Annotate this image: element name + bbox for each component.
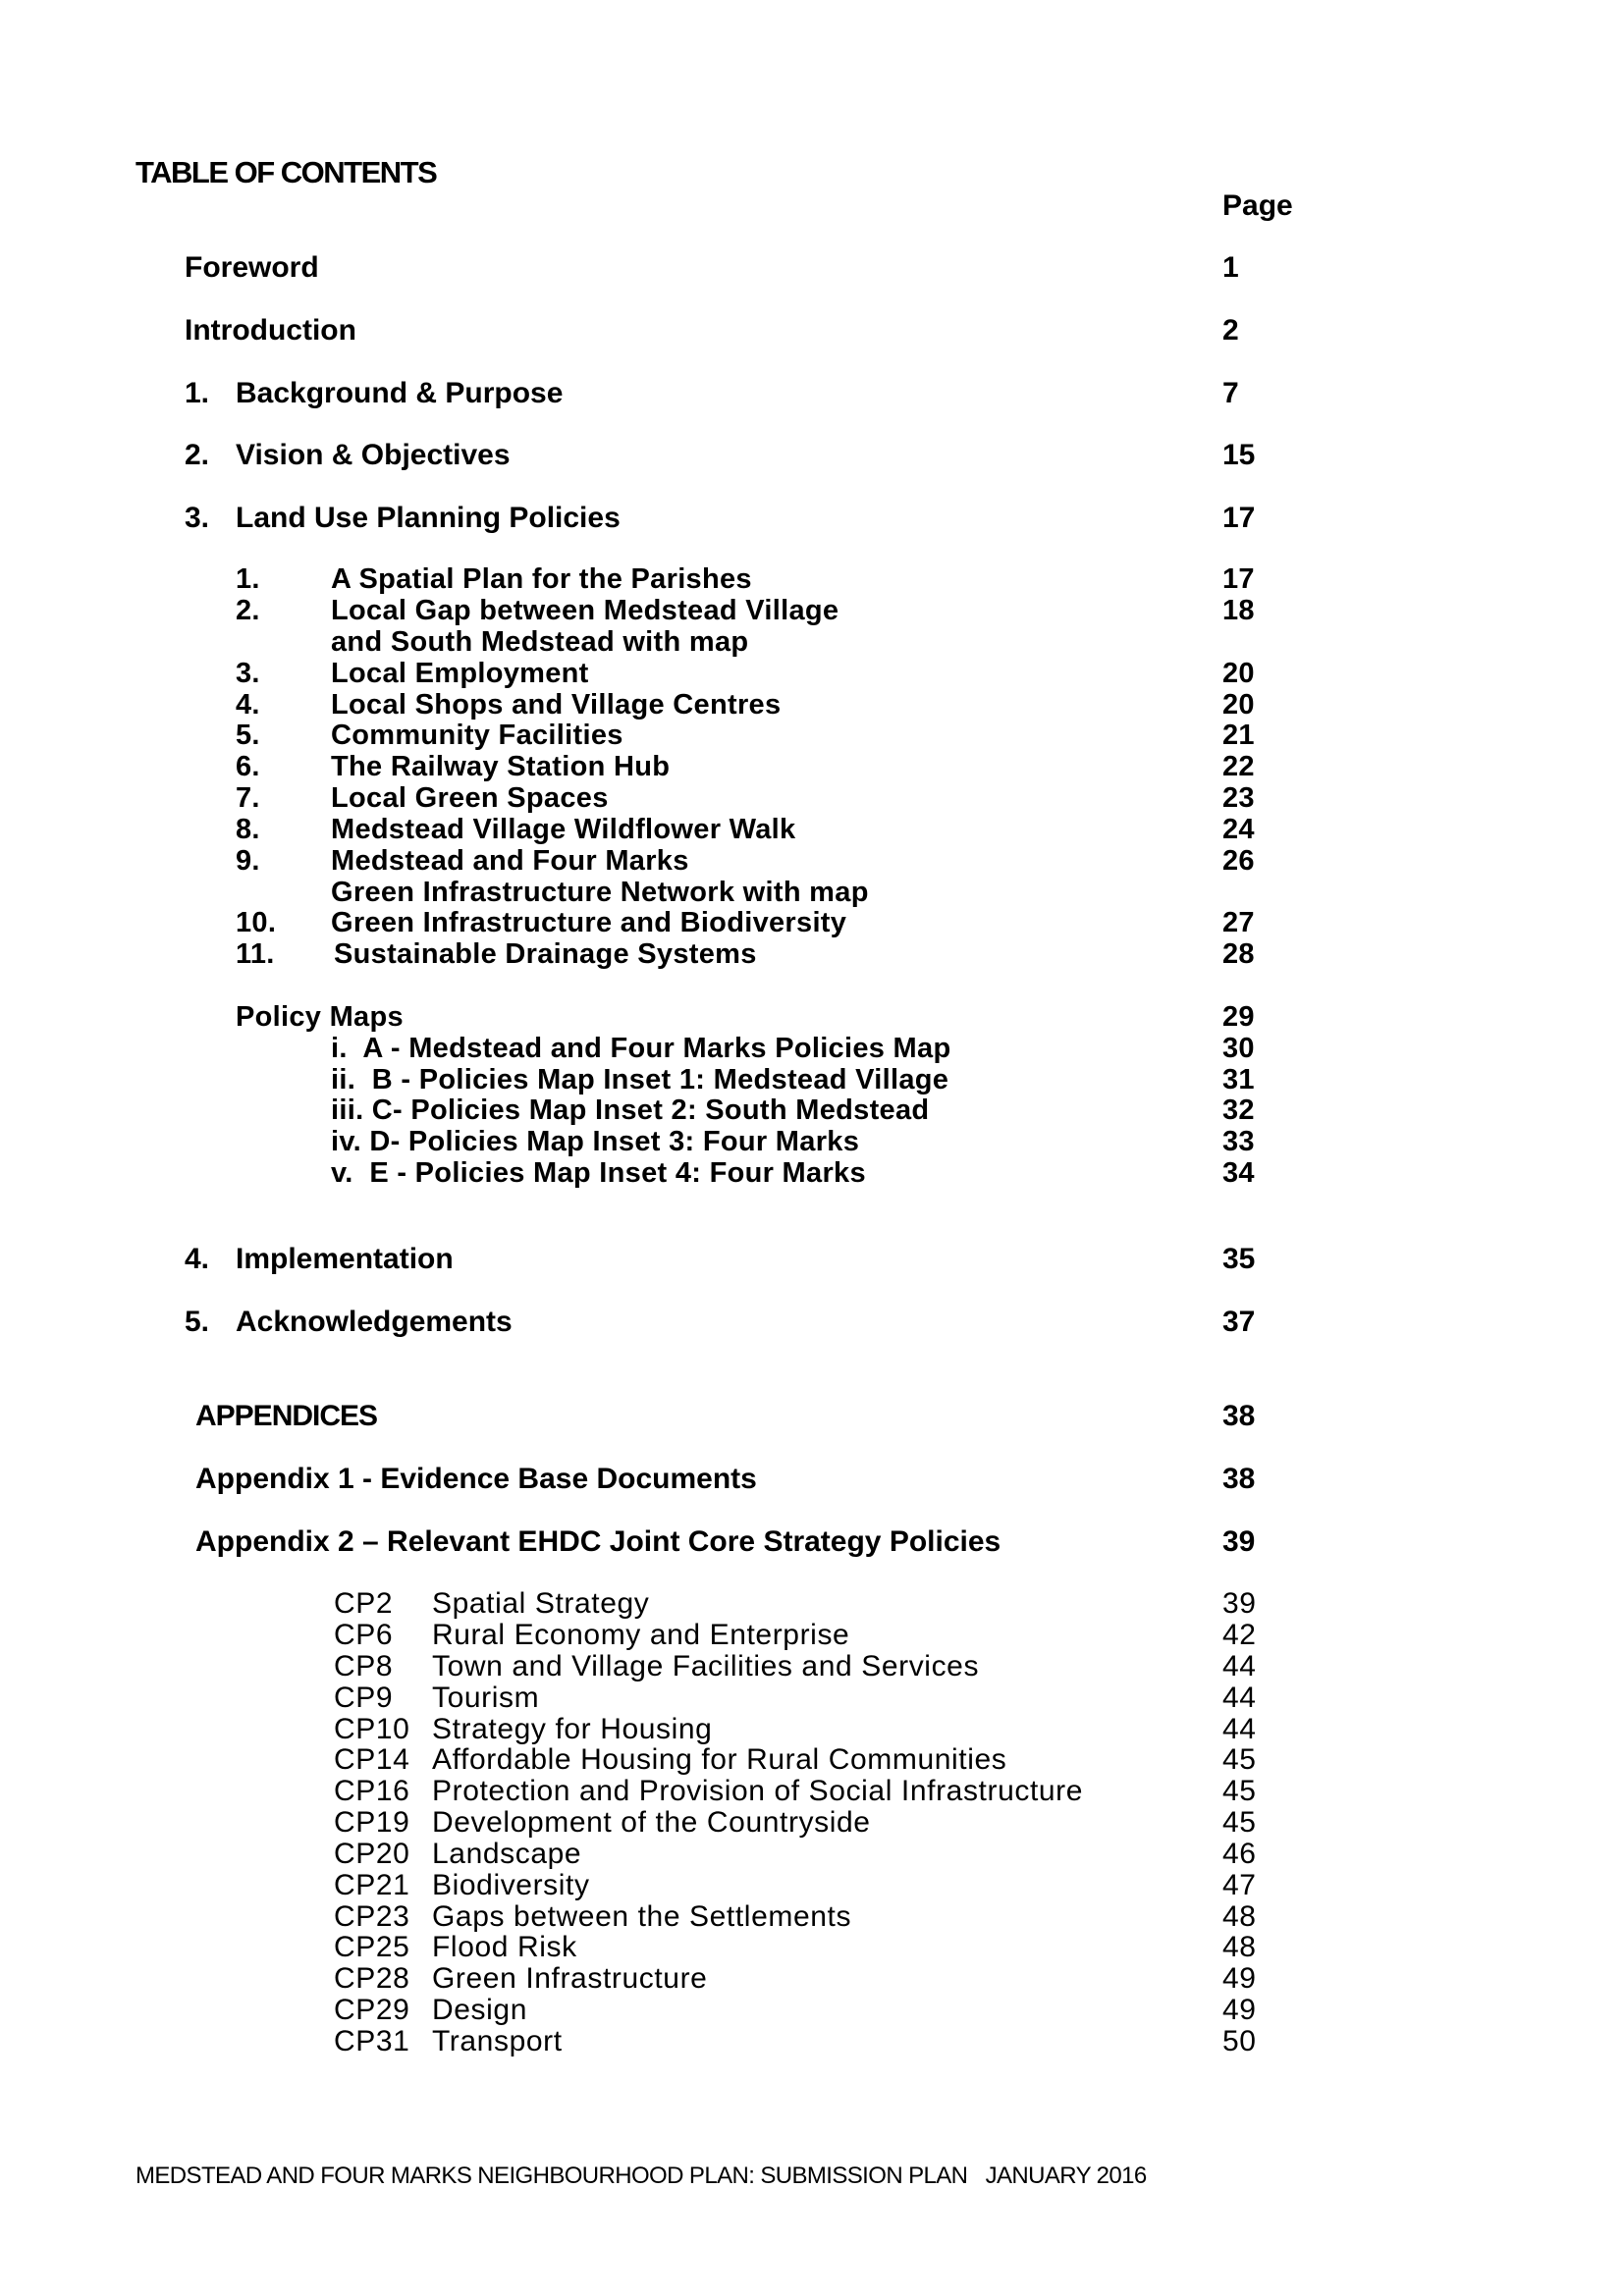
toc-num: 4. (185, 1243, 210, 1275)
policy-maps-heading: Policy Maps (236, 1001, 404, 1033)
policy-label: Community Facilities (331, 720, 623, 751)
policy-label: Local Employment (331, 658, 589, 689)
toc-num: 3. (185, 502, 210, 534)
cp-page: 44 (1222, 1713, 1257, 1745)
policy-num: 9. (236, 845, 260, 877)
policy-label-continued: Green Infrastructure Network with map (331, 877, 869, 908)
cp-code: CP23 (334, 1900, 410, 1933)
page-title: TABLE OF CONTENTS (135, 155, 437, 189)
policy-map-label: iv. D- Policies Map Inset 3: Four Marks (331, 1126, 860, 1157)
cp-label: Gaps between the Settlements (432, 1900, 852, 1933)
policy-page: 24 (1222, 814, 1255, 845)
cp-page: 48 (1222, 1900, 1257, 1933)
cp-label: Design (432, 1994, 527, 2026)
policy-page: 28 (1222, 938, 1255, 970)
toc-label-vision: Vision & Objectives (236, 439, 511, 471)
cp-page: 45 (1222, 1775, 1257, 1807)
policy-num: 7. (236, 782, 260, 814)
policy-num: 3. (236, 658, 260, 689)
policy-page: 22 (1222, 751, 1255, 782)
policy-label: Medstead and Four Marks (331, 845, 689, 877)
policy-num: 5. (236, 720, 260, 751)
policy-page: 21 (1222, 720, 1255, 751)
appendices-page: 38 (1222, 1400, 1256, 1432)
toc-num: 1. (185, 377, 210, 409)
appendix-2-label: Appendix 2 – Relevant EHDC Joint Core Strategy Policies (195, 1525, 1001, 1558)
page-column-header: Page (1222, 189, 1293, 222)
cp-code: CP10 (334, 1713, 410, 1745)
toc-page-background: 7 (1222, 377, 1239, 409)
policy-page: 27 (1222, 907, 1255, 938)
policy-num: 1. (236, 563, 260, 595)
policy-num: 8. (236, 814, 260, 845)
cp-label: Spatial Strategy (432, 1587, 650, 1620)
cp-code: CP14 (334, 1743, 410, 1776)
policy-page: 26 (1222, 845, 1255, 877)
toc-page-land-use: 17 (1222, 502, 1256, 534)
policy-map-page: 34 (1222, 1157, 1255, 1189)
cp-label: Town and Village Facilities and Services (432, 1650, 980, 1682)
policy-num: 11. (236, 938, 275, 970)
page-footer: MEDSTEAD AND FOUR MARKS NEIGHBOURHOOD PLAN: SUBMISSION PLAN JANUARY 2016 (135, 2163, 1147, 2189)
cp-page: 49 (1222, 1994, 1257, 2026)
cp-label: Strategy for Housing (432, 1713, 713, 1745)
policy-maps-page: 29 (1222, 1001, 1255, 1033)
cp-code: CP28 (334, 1962, 410, 1995)
toc-page-acknowledgements: 37 (1222, 1306, 1256, 1338)
appendix-1-page: 38 (1222, 1463, 1256, 1495)
cp-code: CP2 (334, 1587, 394, 1620)
policy-map-page: 32 (1222, 1095, 1255, 1126)
policy-map-label: v. E - Policies Map Inset 4: Four Marks (331, 1157, 866, 1189)
toc-label-introduction: Introduction (185, 314, 356, 347)
cp-label: Flood Risk (432, 1931, 577, 1963)
cp-label: Tourism (432, 1682, 540, 1714)
toc-label-background: Background & Purpose (236, 377, 564, 409)
toc-page-foreword: 1 (1222, 251, 1239, 284)
policy-map-page: 30 (1222, 1033, 1255, 1064)
cp-page: 49 (1222, 1962, 1257, 1995)
cp-page: 47 (1222, 1869, 1257, 1901)
cp-page: 46 (1222, 1838, 1257, 1870)
policy-label: Medstead Village Wildflower Walk (331, 814, 796, 845)
policy-num: 2. (236, 595, 260, 626)
policy-label: Local Green Spaces (331, 782, 609, 814)
cp-label: Transport (432, 2025, 563, 2057)
cp-code: CP6 (334, 1619, 394, 1651)
appendix-1-label: Appendix 1 - Evidence Base Documents (195, 1463, 757, 1495)
toc-num: 2. (185, 439, 210, 471)
appendices-heading: APPENDICES (195, 1400, 378, 1432)
cp-page: 45 (1222, 1743, 1257, 1776)
cp-code: CP16 (334, 1775, 410, 1807)
cp-code: CP8 (334, 1650, 394, 1682)
cp-code: CP31 (334, 2025, 410, 2057)
policy-label: Green Infrastructure and Biodiversity (331, 907, 847, 938)
cp-code: CP29 (334, 1994, 410, 2026)
policy-num: 4. (236, 689, 260, 721)
toc-label-foreword: Foreword (185, 251, 319, 284)
cp-code: CP21 (334, 1869, 410, 1901)
cp-label: Protection and Provision of Social Infrastructure (432, 1775, 1084, 1807)
toc-page-vision: 15 (1222, 439, 1256, 471)
cp-page: 48 (1222, 1931, 1257, 1963)
policy-num: 10. (236, 907, 277, 938)
policy-label: A Spatial Plan for the Parishes (331, 563, 752, 595)
policy-map-page: 31 (1222, 1064, 1255, 1095)
toc-label-acknowledgements: Acknowledgements (236, 1306, 513, 1338)
cp-code: CP20 (334, 1838, 410, 1870)
cp-page: 44 (1222, 1650, 1257, 1682)
toc-label-land-use: Land Use Planning Policies (236, 502, 621, 534)
policy-map-label: i. A - Medstead and Four Marks Policies Map (331, 1033, 951, 1064)
cp-label: Affordable Housing for Rural Communities (432, 1743, 1007, 1776)
policy-page: 20 (1222, 658, 1255, 689)
policy-map-label: iii. C- Policies Map Inset 2: South Medstead (331, 1095, 930, 1126)
cp-label: Green Infrastructure (432, 1962, 708, 1995)
cp-page: 50 (1222, 2025, 1257, 2057)
appendix-2-page: 39 (1222, 1525, 1256, 1558)
policy-map-page: 33 (1222, 1126, 1255, 1157)
cp-code: CP25 (334, 1931, 410, 1963)
cp-label: Rural Economy and Enterprise (432, 1619, 850, 1651)
policy-page: 23 (1222, 782, 1255, 814)
policy-label: The Railway Station Hub (331, 751, 671, 782)
policy-page: 18 (1222, 595, 1255, 626)
cp-page: 42 (1222, 1619, 1257, 1651)
cp-code: CP9 (334, 1682, 394, 1714)
toc-page-implementation: 35 (1222, 1243, 1256, 1275)
policy-num: 6. (236, 751, 260, 782)
cp-label: Landscape (432, 1838, 582, 1870)
cp-page: 39 (1222, 1587, 1257, 1620)
policy-label: Local Shops and Village Centres (331, 689, 782, 721)
policy-page: 20 (1222, 689, 1255, 721)
toc-page-introduction: 2 (1222, 314, 1239, 347)
policy-label: Sustainable Drainage Systems (334, 938, 757, 970)
policy-map-label: ii. B - Policies Map Inset 1: Medstead Village (331, 1064, 949, 1095)
cp-label: Development of the Countryside (432, 1806, 871, 1839)
toc-num: 5. (185, 1306, 210, 1338)
policy-label-continued: and South Medstead with map (331, 626, 749, 658)
policy-label: Local Gap between Medstead Village (331, 595, 839, 626)
cp-page: 44 (1222, 1682, 1257, 1714)
cp-label: Biodiversity (432, 1869, 590, 1901)
cp-page: 45 (1222, 1806, 1257, 1839)
policy-page: 17 (1222, 563, 1255, 595)
toc-label-implementation: Implementation (236, 1243, 454, 1275)
cp-code: CP19 (334, 1806, 410, 1839)
